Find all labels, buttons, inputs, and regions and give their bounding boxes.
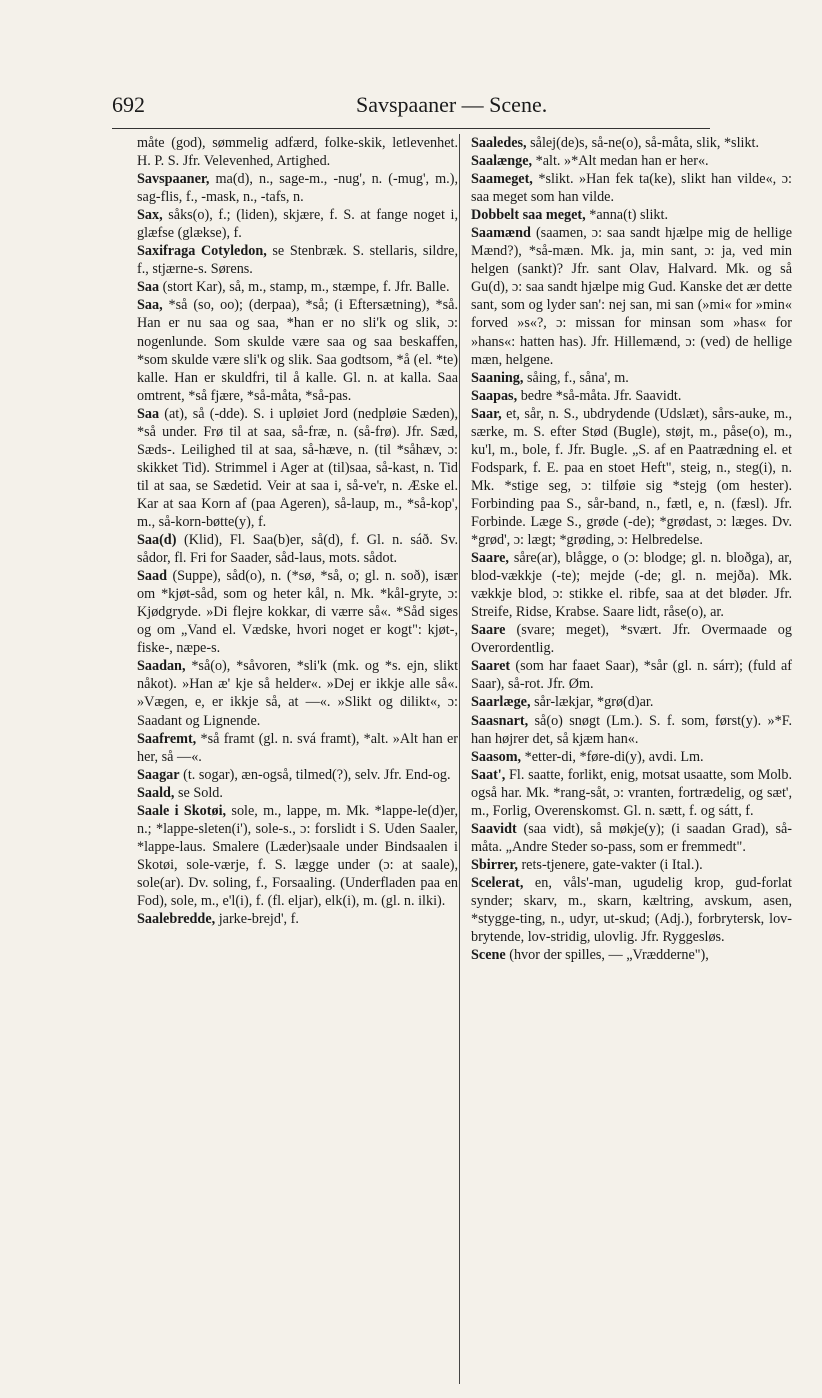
dictionary-entry [136, 784, 458, 802]
entry-headword: Saale i Skotøi, [137, 802, 227, 819]
dictionary-entry [470, 206, 792, 224]
entry-headword: Saad [137, 568, 167, 585]
dictionary-entry [136, 405, 458, 531]
entry-headword: Sbirrer, [471, 856, 518, 873]
entry-headword: Dobbelt saa meget, [471, 207, 586, 224]
entry-text: såre(ar), blågge, o (ɔ: blodge; gl. n. bloðga), ar, blod-vækkje (-te); mejde (-de; gl. n. mejða). Mk. vækkje blod, ɔ: stikke el. ribfe, saa at det bløder. Jfr. Streife, Ridse, Krabse. Saare lidt, råse(o), ar. [471, 550, 792, 621]
entry-text: så(o) snøgt (Lm.). S. f. som, først(y). »*F. han højrer det, så kjæm han«. [471, 712, 792, 747]
entry-text: (at), så (-dde). S. i upløiet Jord (nedpløie Sæden), *så under. Frø til at saa, så-fræ, n. (så-frø). Jfr. Sæd, Sæds-. Leilighed til at saa, så-hæve, n. (til *såhæv, ɔ: skikket Tid). Strimmel i Ager at (til)saa, så-kast, n. Tid til at saa, se Sædetid. Veir at saa i, så-ve'r, n. Æske el. Kar at saa Korn af (paa Ageren), så-laup, m., *så-kop', m., så-korn-bøtte(y), f. [137, 405, 458, 530]
entry-headword: Saare [471, 622, 506, 639]
entry-text: (som har faaet Saar), *sår (gl. n. sárr); (fuld af Saar), så-rot. Jfr. Øm. [471, 658, 792, 693]
entry-headword: Saavidt [471, 820, 517, 837]
dictionary-entry [470, 657, 792, 693]
dictionary-entry [136, 531, 458, 567]
dictionary-entry [136, 242, 458, 278]
dictionary-entry [136, 802, 458, 910]
entry-text: såks(o), f.; (liden), skjære, f. S. at fange noget i, glæfse (glækse), f. [137, 207, 458, 242]
page-header [112, 92, 712, 126]
entry-text: et, sår, n. S., ubdrydende (Udslæt), sårs-auke, m., særke, m. S. efter Stød (Bugle), støjt, m., påse(o), m., ku'l, m., bole, f. Jfr. Bugle. „S. af en Paatrædning el. et Fodspark, f. E. paa en stoet Heft", steig, n., steg(i), n. Mk. *stige seg, ɔ: tilføie sig *stejg (om hester). Forbinding paa S., sår-band, n., fætl, e, n. (fæsl). Jfr. Forbinde. Læge S., grøde (-de); *grødast, ɔ: læges. Dv. *grød', ɔ: lægt; *grøding, ɔ: Helbredelse. [471, 405, 792, 549]
entry-headword: Saasom, [471, 748, 522, 765]
entry-text: *så (so, oo); (derpaa), *så; (i Eftersætning), *så. Han er nu saa og saa, *han er no sli'k og slik, ɔ: nogenlunde. Som skulde være saa og saa beskaffen, *som skulde være sli'k og slik. Saa godtsom, *å (el. *te) kalle. Han er skuldfri, til å kalle. Gl. n. at kalla. Saa omtrent, *så fjære, *så-måta, *så-pas. [137, 297, 458, 404]
entry-text: (Suppe), såd(o), n. (*sø, *så, o; gl. n. soð), især om *kjøt-såd, som og heter kål, n. Mk. *kål-gryte, ɔ: Kjødgryde. »Di flejre kokkar, di værre så«. *Såd siges og om „Vand el. Vædske, hvori noget er kogt": kjøt-, fiske-, næpe-s. [137, 568, 458, 657]
entry-text: *etter-di, *føre-di(y), avdi. Lm. [524, 748, 704, 765]
entry-headword: Saa, [137, 297, 163, 314]
entry-text: (t. sogar), æn-også, tilmed(?), selv. Jfr. End-og. [183, 766, 451, 783]
dictionary-entry [470, 152, 792, 170]
entry-headword: Saald, [137, 784, 175, 801]
dictionary-entry [136, 567, 458, 657]
dictionary-entry [470, 748, 792, 766]
running-head: Savspaaner — Scene. [356, 92, 548, 117]
entry-text: *slikt. »Han fek ta(ke), slikt han vilde«, ɔ: saa meget som han vilde. [471, 171, 792, 206]
entry-headword: Saagar [137, 766, 180, 783]
entry-headword: Saamænd [471, 225, 531, 242]
entry-text: se Sold. [178, 784, 223, 801]
entry-text: rets-tjenere, gate-vakter (i Ital.). [521, 856, 703, 873]
entry-headword: Saapas, [471, 387, 518, 404]
entry-headword: Saa [137, 405, 160, 422]
entry-headword: Saameget, [471, 171, 533, 188]
entry-headword: Saalænge, [471, 153, 533, 170]
entry-headword: Sax, [137, 207, 163, 224]
entry-text: *alt. »*Alt medan han er her«. [535, 153, 709, 170]
entry-headword: Saaledes, [471, 135, 527, 151]
dictionary-entry [470, 712, 792, 748]
dictionary-entry [136, 766, 458, 784]
entry-text: en, våls'-man, ugudelig krop, gud-forlat synder; skarv, m., skarn, kæltring, avskum, asen, *stygge-ting, n., udyr, ut-skud; (Adj.), forbrytersk, lov-brytende, lov-stridig, ulovlig. Jfr. Ryggesløs. [471, 874, 792, 946]
entry-text: sålej(de)s, så-ne(o), så-måta, slik, *slikt. [530, 135, 760, 151]
dictionary-entry [470, 946, 792, 964]
entry-text: sår-lækjar, *grø(d)ar. [534, 694, 654, 711]
right-column [470, 134, 792, 1384]
dictionary-entry [470, 134, 792, 152]
dictionary-entry [470, 766, 792, 820]
dictionary-entry [470, 369, 792, 387]
dictionary-entry [136, 170, 458, 206]
entry-headword: Saa(d) [137, 532, 177, 549]
entry-headword: Saar, [471, 405, 502, 422]
entry-headword: Saaning, [471, 369, 524, 386]
dictionary-entry [136, 134, 458, 170]
entry-headword: Saat', [471, 766, 506, 783]
dictionary-entry [470, 549, 792, 621]
entry-text: *så(o), *såvoren, *sli'k (mk. og *s. ejn, slikt nåkot). »Han æ' kje så helder«. »Dej er ikkje alle så«. »Vægen, e, er ikkje så, at —«. »Slikt og dilikt«, ɔ: Saadant og Lignende. [137, 658, 458, 729]
dictionary-entry [136, 278, 458, 296]
entry-text: jarke-brejd', f. [218, 911, 299, 928]
entry-headword: Savspaaner, [137, 171, 210, 188]
dictionary-entry [470, 224, 792, 368]
entry-headword: Saarlæge, [471, 694, 531, 711]
entry-headword: Saalebredde, [137, 911, 216, 928]
dictionary-entry [470, 387, 792, 405]
entry-text: (hvor der spilles, — „Vrædderne"), [509, 947, 709, 964]
entry-text: bedre *så-måta. Jfr. Saavidt. [520, 387, 682, 404]
entry-text: (svare; meget), *svært. Jfr. Overmaade og Overordentlig. [471, 622, 792, 657]
dictionary-entry [136, 910, 458, 928]
entry-headword: Saafremt, [137, 730, 197, 747]
entry-text: såing, f., såna', m. [527, 369, 629, 386]
entry-text: måte (god), sømmelig adfærd, folke-skik, letlevenhet. H. P. S. Jfr. Velevenhed, Artighed. [137, 135, 458, 170]
entry-text: (Klid), Fl. Saa(b)er, så(d), f. Gl. n. sáð. Sv. sådor, fl. Fri for Saader, såd-laus, mots. sådot. [137, 532, 458, 567]
entry-text: (saa vidt), så møkje(y); (i saadan Grad), så-måta. „Andre Steder so-pass, som er fremmedt". [471, 820, 792, 855]
entry-headword: Scelerat, [471, 874, 524, 891]
entry-headword: Saxifraga Cotyledon, [137, 243, 267, 260]
left-column [136, 134, 458, 1384]
dictionary-entry [470, 405, 792, 549]
entry-text: (saamen, ɔ: saa sandt hjælpe mig de hellige Mænd?), *så-mæn. Mk. ja, min sant, ɔ: ja, ved min helgen (sankt)? Jfr. sant Olav, Halvard. Mk. og så Gu(d), ɔ: saa sandt hjælpe mig Gud. Kanske det ær dette sant, som og lyder san': nej san, mi san (»mi« for »min« forved »s«?, ɔ: missan for minsan som »has« for »hans«: hatten has). Jfr. Hillemænd, ɔ: (ved) de hellige mæn, helgene. [471, 225, 792, 368]
dictionary-entry [136, 657, 458, 729]
entry-headword: Saadan, [137, 658, 186, 675]
dictionary-entry [136, 730, 458, 766]
entry-headword: Scene [471, 947, 506, 964]
dictionary-entry [470, 693, 792, 711]
dictionary-entry [136, 296, 458, 404]
dictionary-entry [136, 206, 458, 242]
entry-headword: Saa [137, 279, 160, 296]
dictionary-entry [470, 874, 792, 946]
entry-text: Fl. saatte, forlikt, enig, motsat usaatte, som Molb. også har. Mk. *rang-såt, ɔ: vranten, fortrædelig, og sæt', m., Forlig, Overenskomst. Gl. n. sætt, f. og sátt, f. [471, 766, 792, 819]
entry-text: *anna(t) slikt. [589, 207, 669, 224]
entry-text: *så framt (gl. n. svá framt), *alt. »Alt han er her, så —«. [137, 730, 458, 765]
dictionary-entry [470, 820, 792, 856]
column-divider [459, 134, 460, 1384]
dictionary-entry [470, 856, 792, 874]
entry-headword: Saare, [471, 550, 509, 567]
page-number: 692 [112, 92, 145, 117]
entry-text: ma(d), n., sage-m., -nug', n. (-mug', m.), sag-flis, f., -mask, n., -tafs, n. [137, 171, 458, 206]
entry-headword: Saasnart, [471, 712, 529, 729]
entry-headword: Saaret [471, 658, 511, 675]
entry-text: se Stenbræk. S. stellaris, sildre, f., stjærne-s. Sørens. [137, 243, 458, 278]
dictionary-entry [470, 170, 792, 206]
dictionary-entry [470, 621, 792, 657]
entry-text: sole, m., lappe, m. Mk. *lappe-le(d)er, n.; *lappe-sleten(i'), sole-s., ɔ: forslidt i S. Uden Saaler, *lappe-laus. Smalere (Læder)saale under Bindsaalen i Skotøi, sole-værje, f. S. lægge under (ɔ: at saale), sole(ar). Dv. soling, f., Forsaaling. (Underfladen paa en Fod), sole, m., e'l(i), f. (fl. eljar), elk(i), m. (gl. n. ilki). [137, 802, 458, 909]
header-rule [112, 128, 710, 129]
entry-text: (stort Kar), så, m., stamp, m., stæmpe, f. Jfr. Balle. [162, 279, 450, 296]
